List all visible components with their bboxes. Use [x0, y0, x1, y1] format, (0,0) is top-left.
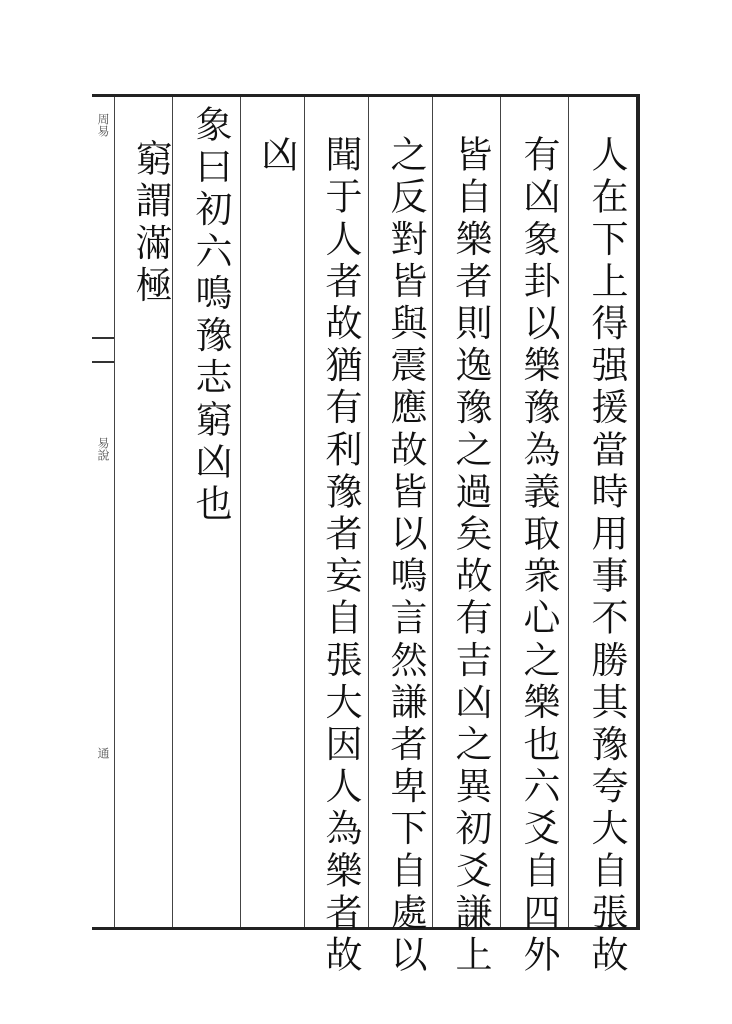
fishtail-mark	[92, 337, 114, 363]
text-column-2: 有凶象卦以樂豫為義取衆心之樂也六爻自四外	[517, 135, 560, 977]
text-column-8: 窮謂滿極	[129, 139, 172, 308]
text-column-3: 皆自樂者則逸豫之過矣故有吉凶之異初爻謙上	[449, 135, 492, 977]
column-divider	[568, 97, 569, 927]
margin-note-top: 周易	[96, 113, 110, 137]
column-divider	[304, 97, 305, 927]
text-column-7: 象曰初六鳴豫志窮凶也	[189, 105, 232, 526]
text-column-1: 人在下上得强援當時用事不勝其豫夸大自張故	[585, 135, 628, 977]
margin-block	[92, 97, 115, 927]
column-divider	[368, 97, 369, 927]
text-column-4: 之反對皆與震應故皆以鳴言然謙者卑下自處以	[384, 135, 427, 977]
margin-note-middle: 易說	[96, 437, 110, 461]
margin-note-bottom: 通	[96, 747, 110, 759]
column-divider	[500, 97, 501, 927]
text-column-6: 凶	[255, 135, 298, 178]
column-divider	[240, 97, 241, 927]
text-column-5: 聞于人者故猶有利豫者妄自張大因人為樂者故	[319, 135, 362, 977]
text-frame	[92, 94, 640, 977]
